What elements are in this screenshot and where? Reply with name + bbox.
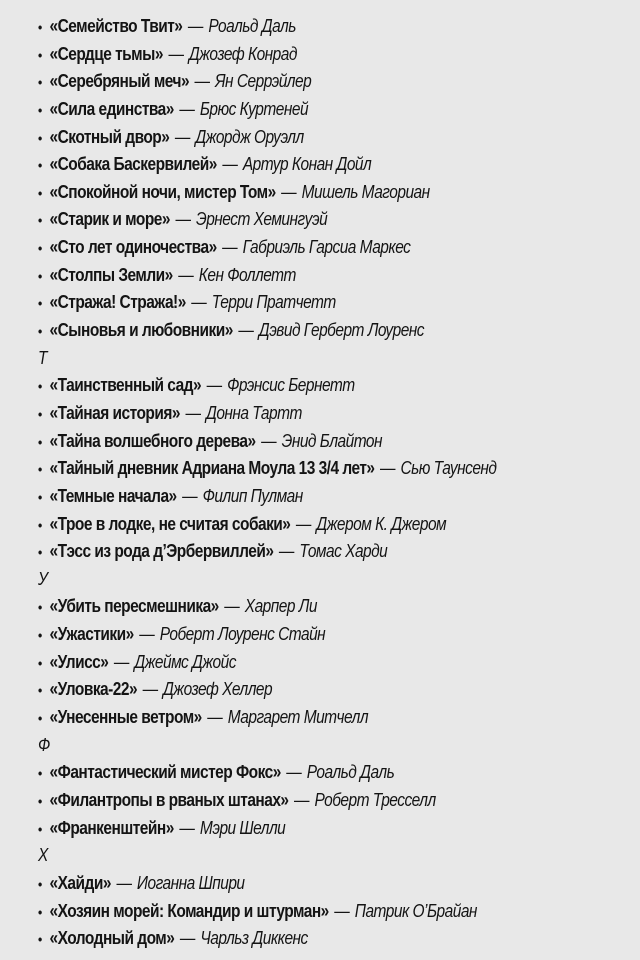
book-entry	[38, 151, 571, 179]
dash-separator: —	[286, 762, 302, 783]
book-author: Артур Конан Дойл	[242, 154, 372, 175]
book-title: «Тайна волшебного дерева»	[49, 430, 256, 451]
book-title: «Холодный дом»	[49, 928, 175, 949]
book-author: Габриэль Гарсиа Маркес	[242, 237, 411, 258]
book-author: Джозеф Конрад	[188, 43, 297, 64]
bullet-icon: •	[38, 129, 42, 146]
book-author: Роальд Даль	[306, 762, 395, 783]
book-entry-content	[38, 870, 245, 899]
dash-separator: —	[168, 43, 184, 64]
book-entry-content	[38, 649, 236, 678]
book-author: Мэри Шелли	[199, 817, 286, 838]
book-entry-content	[38, 511, 446, 540]
book-entry-content	[38, 317, 424, 346]
bullet-icon: •	[38, 240, 42, 257]
section-letter-text: Т	[38, 347, 47, 368]
book-entry	[38, 455, 571, 483]
book-author: Роберт Тресселл	[314, 789, 436, 810]
book-title: «Скотный двор»	[49, 126, 170, 147]
dash-separator: —	[281, 181, 297, 202]
dash-separator: —	[174, 126, 190, 147]
book-author: Донна Тартт	[205, 402, 302, 423]
book-entry-content	[38, 262, 296, 291]
book-title: «Столпы Земли»	[49, 264, 173, 285]
bullet-icon: •	[38, 46, 42, 63]
book-entry	[38, 96, 571, 124]
book-entry	[38, 759, 571, 787]
bullet-icon: •	[38, 875, 42, 892]
dash-separator: —	[113, 651, 129, 672]
dash-separator: —	[222, 154, 238, 175]
dash-separator: —	[142, 679, 158, 700]
book-author: Энид Блайтон	[281, 430, 383, 451]
book-entry-content	[38, 538, 387, 567]
book-title: «Старик и море»	[49, 209, 170, 230]
book-title: «Ужастики»	[49, 624, 134, 645]
book-author: Джозеф Хеллер	[163, 679, 273, 700]
bullet-icon: •	[38, 710, 42, 727]
book-title: «Франкенштейн»	[49, 817, 174, 838]
book-entry	[38, 179, 571, 207]
book-entry	[38, 400, 571, 428]
book-entry-content	[38, 68, 311, 97]
book-entry-content	[38, 676, 272, 705]
book-entry	[38, 372, 571, 400]
dash-separator: —	[116, 872, 132, 893]
book-entry-content	[38, 289, 336, 318]
book-title: «Хайди»	[49, 872, 111, 893]
bullet-icon: •	[38, 74, 42, 91]
book-entry	[38, 68, 571, 96]
book-author: Мишель Магориан	[301, 181, 430, 202]
book-entry	[38, 898, 571, 926]
book-author: Терри Пратчетт	[211, 292, 336, 313]
bullet-icon: •	[38, 19, 42, 35]
dash-separator: —	[238, 320, 254, 341]
section-letter-text: Ф	[38, 734, 50, 755]
bullet-icon: •	[38, 212, 42, 229]
book-title: «Темные начала»	[49, 485, 177, 506]
book-entry-content	[38, 759, 394, 788]
bullet-icon: •	[38, 544, 42, 561]
book-title: «Собака Баскервилей»	[49, 154, 217, 175]
dash-separator: —	[178, 264, 194, 285]
dash-separator: —	[294, 789, 310, 810]
bullet-icon: •	[38, 820, 42, 837]
book-entry	[38, 317, 571, 345]
bullet-icon: •	[38, 323, 42, 340]
dash-separator: —	[191, 292, 207, 313]
bullet-icon: •	[38, 627, 42, 644]
book-title: «Тайная история»	[49, 402, 180, 423]
dash-separator: —	[194, 71, 210, 92]
book-entry-content	[38, 151, 371, 180]
book-entry-content	[38, 455, 496, 484]
bullet-icon: •	[38, 157, 42, 174]
dash-separator: —	[179, 98, 195, 119]
book-entry	[38, 925, 571, 953]
dash-separator: —	[179, 928, 195, 949]
book-author: Кен Фоллетт	[198, 264, 296, 285]
dash-separator: —	[261, 430, 277, 451]
bullet-icon: •	[38, 682, 42, 699]
bullet-icon: •	[38, 765, 42, 782]
book-entry	[38, 621, 571, 649]
section-letter	[38, 842, 571, 870]
book-entry	[38, 704, 571, 732]
book-title: «Сто лет одиночества»	[49, 237, 217, 258]
book-entry-content	[38, 787, 436, 816]
book-title: «Серебряный меч»	[49, 71, 190, 92]
bullet-icon: •	[38, 461, 42, 478]
book-entry	[38, 511, 571, 539]
dash-separator: —	[334, 900, 350, 921]
book-author: Маргарет Митчелл	[227, 707, 369, 728]
book-entry	[38, 13, 571, 41]
book-entry-content	[38, 372, 355, 401]
book-title: «Спокойной ночи, мистер Том»	[49, 181, 276, 202]
dash-separator: —	[139, 624, 155, 645]
book-entry-content	[38, 815, 285, 844]
book-entry	[38, 815, 571, 843]
dash-separator: —	[185, 402, 201, 423]
book-entry	[38, 787, 571, 815]
book-entry-content	[38, 704, 368, 733]
section-letter	[38, 732, 571, 760]
book-author: Брюс Куртеней	[199, 98, 309, 119]
book-author: Роальд Даль	[208, 16, 296, 36]
book-author: Роберт Лоуренс Стайн	[159, 624, 326, 645]
book-author: Иоганна Шпири	[136, 872, 245, 893]
book-title: «Таинственный сад»	[49, 375, 202, 396]
book-author: Джордж Оруэлл	[195, 126, 304, 147]
book-title: «Убить пересмешника»	[49, 596, 219, 617]
book-entry-content	[38, 96, 308, 125]
book-author: Сью Таунсенд	[400, 458, 497, 479]
book-entry	[38, 41, 571, 69]
book-entry	[38, 124, 571, 152]
book-entry-content	[38, 13, 296, 42]
bullet-icon: •	[38, 654, 42, 671]
dash-separator: —	[182, 485, 198, 506]
book-entry-content	[38, 206, 327, 235]
section-letter	[38, 566, 571, 594]
bullet-icon: •	[38, 903, 42, 920]
dash-separator: —	[278, 541, 294, 562]
book-author: Патрик О’Брайан	[354, 900, 477, 921]
book-entry-content	[38, 41, 297, 70]
section-letter	[38, 345, 571, 373]
book-entry-content	[38, 925, 308, 954]
book-entry	[38, 649, 571, 677]
book-title: «Стража! Стража!»	[49, 292, 186, 313]
book-entry-content	[38, 179, 430, 208]
book-list	[38, 13, 571, 953]
book-title: «Унесенные ветром»	[49, 707, 202, 728]
book-entry-content	[38, 428, 382, 457]
book-author: Филип Пулман	[202, 485, 303, 506]
book-entry-content	[38, 234, 410, 263]
bullet-icon: •	[38, 792, 42, 809]
dash-separator: —	[187, 16, 203, 36]
dash-separator: —	[207, 707, 223, 728]
book-entry-content	[38, 124, 304, 153]
book-entry-content	[38, 621, 325, 650]
book-entry	[38, 538, 571, 566]
book-author: Джеймс Джойс	[134, 651, 236, 672]
book-entry	[38, 676, 571, 704]
bullet-icon: •	[38, 295, 42, 312]
book-entry	[38, 593, 571, 621]
book-entry-content	[38, 483, 303, 512]
book-author: Эрнест Хемингуэй	[195, 209, 328, 230]
book-title: «Тайный дневник Адриана Моула 13 3/4 лет»	[49, 458, 375, 479]
book-title: «Уловка-22»	[49, 679, 138, 700]
book-entry	[38, 206, 571, 234]
book-entry	[38, 262, 571, 290]
book-title: «Трое в лодке, не считая собаки»	[49, 513, 291, 534]
book-title: «Улисс»	[49, 651, 109, 672]
section-letter-text: У	[38, 568, 48, 589]
book-author: Томас Харди	[299, 541, 388, 562]
dash-separator: —	[224, 596, 240, 617]
book-author: Чарльз Диккенс	[200, 928, 308, 949]
bullet-icon: •	[38, 101, 42, 118]
bullet-icon: •	[38, 433, 42, 450]
book-entry	[38, 234, 571, 262]
dash-separator: —	[380, 458, 395, 479]
book-entry	[38, 289, 571, 317]
book-entry	[38, 428, 571, 456]
book-entry	[38, 483, 571, 511]
book-title: «Сердце тьмы»	[49, 43, 163, 64]
book-title: «Филантропы в рваных штанах»	[49, 789, 289, 810]
book-title: «Семейство Твит»	[49, 16, 183, 36]
bullet-icon: •	[38, 267, 42, 284]
book-author: Харпер Ли	[244, 596, 317, 617]
book-title: «Сыновья и любовники»	[49, 320, 233, 341]
book-author: Джером К. Джером	[316, 513, 447, 534]
book-title: «Сила единства»	[49, 98, 174, 119]
section-letter-text: Х	[38, 845, 48, 866]
bullet-icon: •	[38, 488, 42, 505]
bullet-icon: •	[38, 378, 42, 395]
book-title: «Фантастический мистер Фокс»	[49, 762, 281, 783]
book-author: Ян Серрэйлер	[215, 71, 312, 92]
book-entry-content	[38, 898, 477, 927]
dash-separator: —	[179, 817, 195, 838]
book-entry-content	[38, 400, 302, 429]
bullet-icon: •	[38, 599, 42, 616]
dash-separator: —	[222, 237, 238, 258]
book-entry	[38, 870, 571, 898]
bullet-icon: •	[38, 405, 42, 422]
bullet-icon: •	[38, 931, 42, 948]
dash-separator: —	[295, 513, 311, 534]
book-entry-content	[38, 593, 317, 622]
bullet-icon: •	[38, 516, 42, 533]
book-author: Дэвид Герберт Лоуренс	[258, 320, 425, 341]
dash-separator: —	[206, 375, 222, 396]
book-author: Фрэнсис Бернетт	[227, 375, 355, 396]
dash-separator: —	[175, 209, 191, 230]
book-title: «Хозяин морей: Командир и штурман»	[49, 900, 329, 921]
bullet-icon: •	[38, 184, 42, 201]
book-title: «Тэсс из рода д’Эрбервиллей»	[49, 541, 274, 562]
